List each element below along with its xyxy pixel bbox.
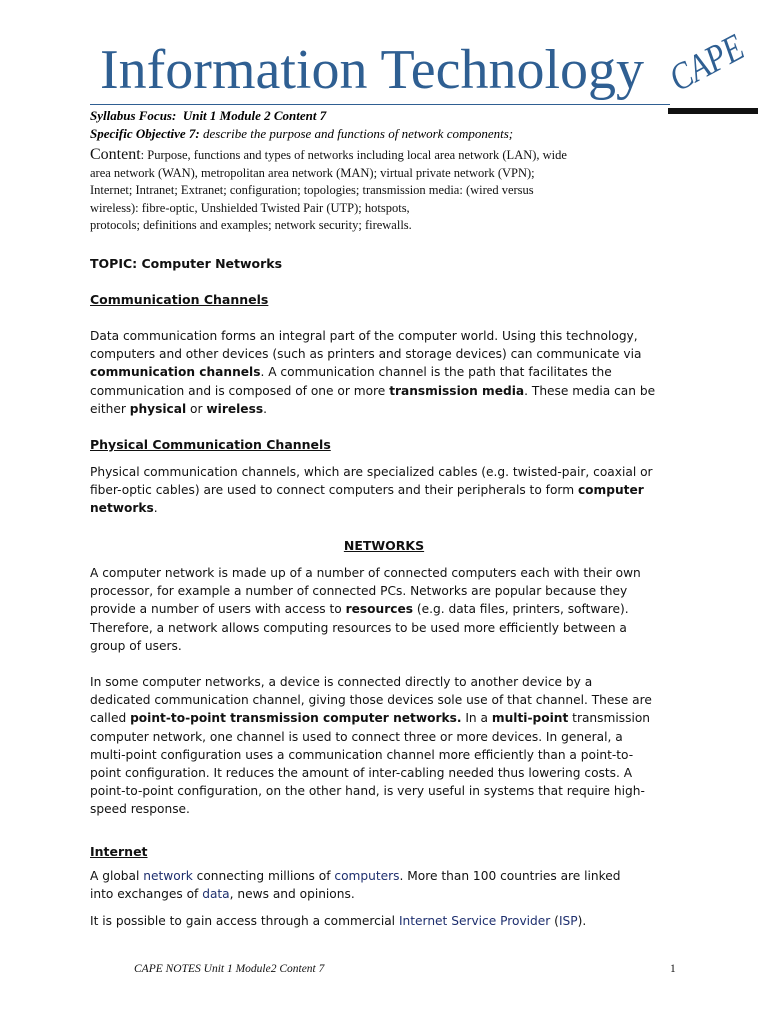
specific-objective: Specific Objective 7: describe the purpose and functions of network components; — [90, 126, 514, 141]
document-title: Information Technology — [100, 39, 645, 101]
networks-paragraph-2: In some computer networks, a device is connected directly to another device by a dedicated communication channel, giving those devices sole use of that channel. These are called point-to-point transmission computer networks. In a multi-point transmission computer network, one channel is used to connect three or more devices. In general, a multi-point configuration uses a communication channel more efficiently than a point-to- point configuration. It reduces the amount of inter-cabling needed thus lowering costs. A point-to-point configuration, on the other hand, is very useful in systems that require high- speed response. — [90, 675, 652, 817]
topic-heading: TOPIC: Computer Networks — [90, 256, 283, 271]
syllabus-focus: Syllabus Focus: Unit 1 Module 2 Content 7 — [90, 108, 327, 123]
internet-heading: Internet — [90, 844, 148, 859]
footer-text: CAPE NOTES Unit 1 Module2 Content 7 — [134, 963, 325, 975]
data-link[interactable]: data — [202, 887, 230, 902]
isp-link[interactable]: Internet Service Provider — [398, 914, 551, 928]
communication-channels-paragraph: Data communication forms an integral part of the computer world. Using this technology, computers and other devices (such as printers and storage devices) can communicate via communication channels. A communication channel is the path that facilitates the communication and is composed of one or more transmission media. These media can be either physical or wireless. — [90, 329, 656, 416]
internet-paragraph: A global network connecting millions of computers. More than 100 countries are linked into exchanges of data, news and opinions. — [90, 869, 621, 902]
physical-channels-heading: Physical Communication Channels — [90, 437, 331, 452]
content-summary: Content: Purpose, functions and types of networks including local area network (LAN), wide area network (WAN), metropolitan area network (MAN); virtual private network (VPN); Internet; Intranet; Extranet; configuration; topologies; transmission media: (wired versus wireless): fibre-optic, Unshielded Twisted Pair (UTP); hotspots, protocols; definitions and examples; network security; firewalls. — [90, 146, 567, 232]
header-rule — [90, 104, 670, 105]
computers-link[interactable]: computers — [334, 869, 400, 883]
communication-channels-heading: Communication Channels — [90, 292, 269, 307]
networks-paragraph-1: A computer network is made up of a number of connected computers each with their own processor, for example a number of connected PCs. Networks are popular because they provide a number of users with access to resources (e.g. data files, printers, software). Therefore, a network allows computing resources to be used more efficiently between a group of users. — [90, 566, 641, 653]
isp-abbrev-link[interactable]: ISP — [558, 914, 578, 928]
networks-heading: NETWORKS — [343, 538, 425, 553]
content-label: Content — [90, 146, 141, 163]
physical-channels-paragraph: Physical communication channels, which are specialized cables (e.g. twisted-pair, coaxial or fiber-optic cables) are used to connect computers and their peripherals to form computer networks. — [90, 465, 653, 516]
page-number: 1 — [670, 963, 676, 975]
cape-logo — [662, 18, 767, 104]
internet-isp-sentence: It is possible to gain access through a commercial Internet Service Provider (ISP). — [90, 914, 587, 928]
svg-text:CAPE: CAPE — [662, 18, 767, 100]
network-link[interactable]: network — [143, 869, 193, 883]
